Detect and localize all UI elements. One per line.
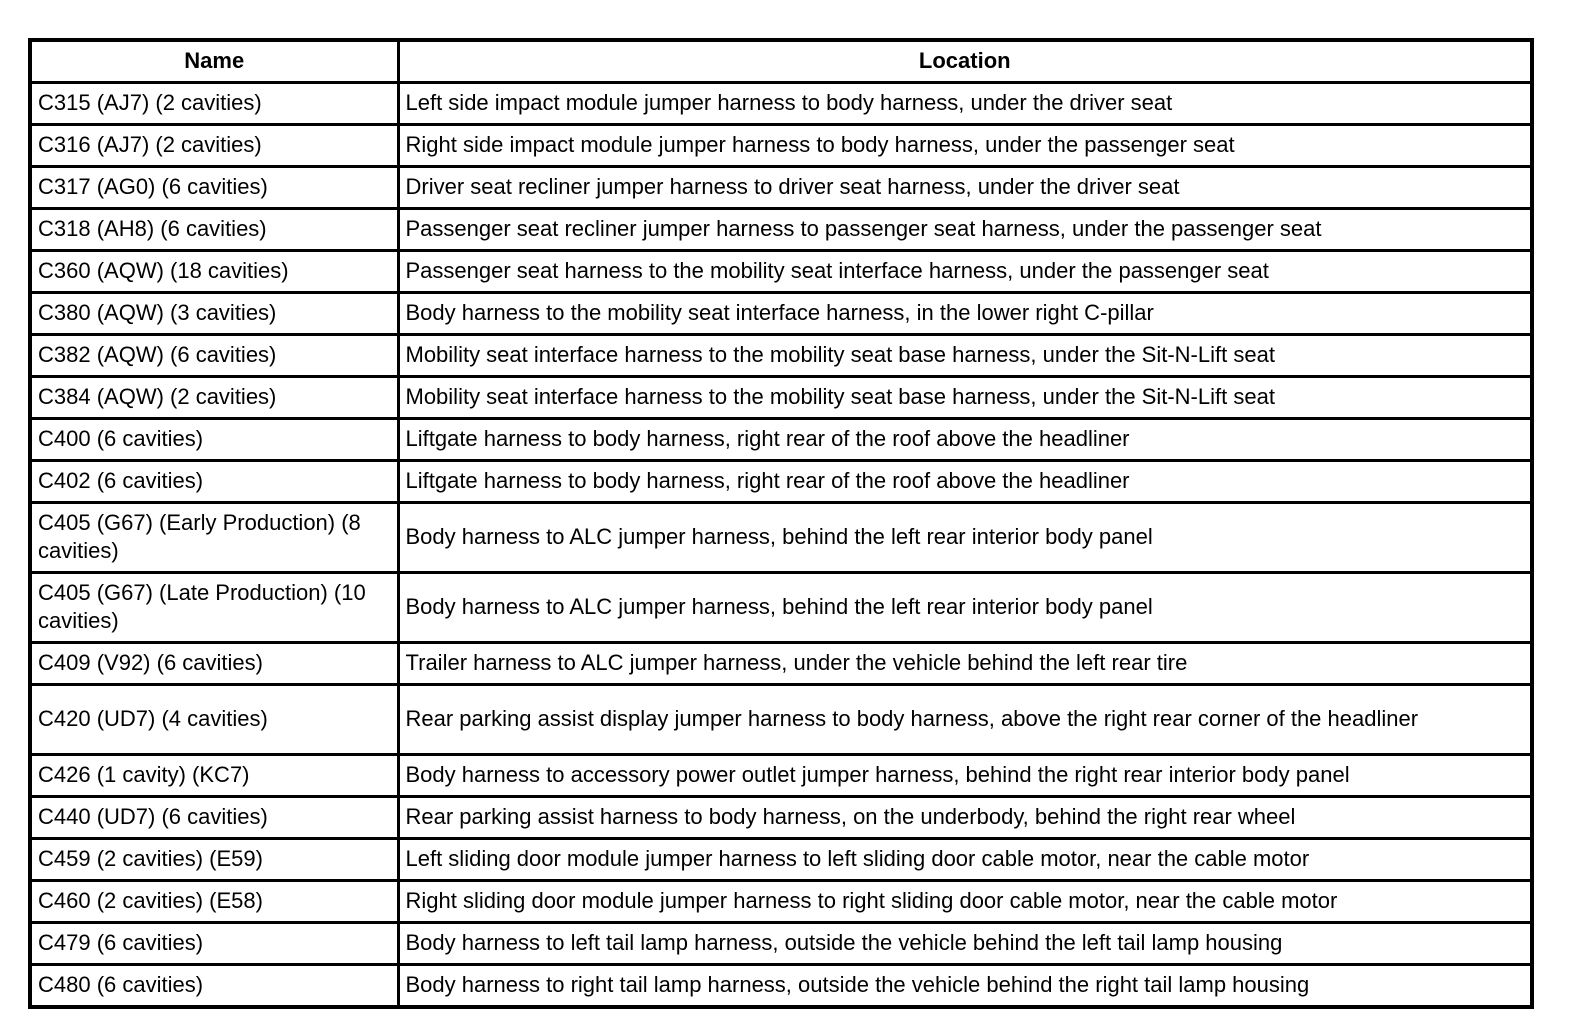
table-row	[30, 839, 1532, 881]
table-row	[30, 685, 1532, 755]
connector-location-cell: Rear parking assist display jumper harness to body harness, above the right rear corner of the headliner	[398, 685, 1532, 755]
column-header-location: Location	[398, 40, 1532, 83]
table-header-row	[30, 40, 1532, 83]
table-row	[30, 923, 1532, 965]
connector-location-cell: Body harness to the mobility seat interface harness, in the lower right C-pillar	[398, 293, 1532, 335]
table-row	[30, 335, 1532, 377]
connector-name-cell: C480 (6 cavities)	[30, 965, 398, 1008]
connector-location-cell: Trailer harness to ALC jumper harness, under the vehicle behind the left rear tire	[398, 643, 1532, 685]
column-header-name: Name	[30, 40, 398, 83]
table-row	[30, 251, 1532, 293]
connector-location-cell: Right side impact module jumper harness to body harness, under the passenger seat	[398, 125, 1532, 167]
connector-name-cell: C459 (2 cavities) (E59)	[30, 839, 398, 881]
connector-name-cell: C426 (1 cavity) (KC7)	[30, 755, 398, 797]
table-row	[30, 797, 1532, 839]
connector-location-cell: Body harness to ALC jumper harness, behind the left rear interior body panel	[398, 573, 1532, 643]
connector-location-cell: Left side impact module jumper harness to body harness, under the driver seat	[398, 83, 1532, 125]
connector-location-cell: Body harness to left tail lamp harness, outside the vehicle behind the left tail lamp housing	[398, 923, 1532, 965]
table-row	[30, 965, 1532, 1008]
connector-name-cell: C400 (6 cavities)	[30, 419, 398, 461]
connector-location-cell: Liftgate harness to body harness, right rear of the roof above the headliner	[398, 461, 1532, 503]
connector-location-cell: Passenger seat recliner jumper harness to passenger seat harness, under the passenger seat	[398, 209, 1532, 251]
connector-location-cell: Liftgate harness to body harness, right rear of the roof above the headliner	[398, 419, 1532, 461]
table-row	[30, 461, 1532, 503]
connector-location-cell: Body harness to right tail lamp harness, outside the vehicle behind the right tail lamp housing	[398, 965, 1532, 1008]
connector-location-table	[28, 38, 1534, 1009]
table-row	[30, 209, 1532, 251]
connector-name-cell: C317 (AG0) (6 cavities)	[30, 167, 398, 209]
table-row	[30, 419, 1532, 461]
connector-name-cell: C380 (AQW) (3 cavities)	[30, 293, 398, 335]
connector-location-cell: Rear parking assist harness to body harness, on the underbody, behind the right rear wheel	[398, 797, 1532, 839]
connector-name-cell: C405 (G67) (Early Production) (8 cavities)	[30, 503, 398, 573]
connector-name-cell: C409 (V92) (6 cavities)	[30, 643, 398, 685]
table-row	[30, 573, 1532, 643]
connector-location-cell: Left sliding door module jumper harness to left sliding door cable motor, near the cable motor	[398, 839, 1532, 881]
connector-name-cell: C405 (G67) (Late Production) (10 cavities)	[30, 573, 398, 643]
table-row	[30, 755, 1532, 797]
connector-location-cell: Mobility seat interface harness to the mobility seat base harness, under the Sit-N-Lift seat	[398, 335, 1532, 377]
connector-location-cell: Passenger seat harness to the mobility seat interface harness, under the passenger seat	[398, 251, 1532, 293]
connector-location-cell: Mobility seat interface harness to the mobility seat base harness, under the Sit-N-Lift seat	[398, 377, 1532, 419]
connector-name-cell: C420 (UD7) (4 cavities)	[30, 685, 398, 755]
connector-location-cell: Right sliding door module jumper harness to right sliding door cable motor, near the cable motor	[398, 881, 1532, 923]
connector-name-cell: C318 (AH8) (6 cavities)	[30, 209, 398, 251]
table-row	[30, 881, 1532, 923]
table-row	[30, 125, 1532, 167]
table-row	[30, 377, 1532, 419]
connector-location-cell: Body harness to accessory power outlet jumper harness, behind the right rear interior body panel	[398, 755, 1532, 797]
connector-name-cell: C316 (AJ7) (2 cavities)	[30, 125, 398, 167]
connector-location-table-container	[28, 38, 1530, 1009]
connector-name-cell: C360 (AQW) (18 cavities)	[30, 251, 398, 293]
table-row	[30, 167, 1532, 209]
connector-name-cell: C315 (AJ7) (2 cavities)	[30, 83, 398, 125]
connector-name-cell: C384 (AQW) (2 cavities)	[30, 377, 398, 419]
table-row	[30, 503, 1532, 573]
connector-location-cell: Driver seat recliner jumper harness to driver seat harness, under the driver seat	[398, 167, 1532, 209]
connector-name-cell: C440 (UD7) (6 cavities)	[30, 797, 398, 839]
table-row	[30, 293, 1532, 335]
connector-location-cell: Body harness to ALC jumper harness, behind the left rear interior body panel	[398, 503, 1532, 573]
connector-name-cell: C479 (6 cavities)	[30, 923, 398, 965]
connector-name-cell: C402 (6 cavities)	[30, 461, 398, 503]
connector-name-cell: C460 (2 cavities) (E58)	[30, 881, 398, 923]
connector-name-cell: C382 (AQW) (6 cavities)	[30, 335, 398, 377]
table-row	[30, 83, 1532, 125]
table-row	[30, 643, 1532, 685]
